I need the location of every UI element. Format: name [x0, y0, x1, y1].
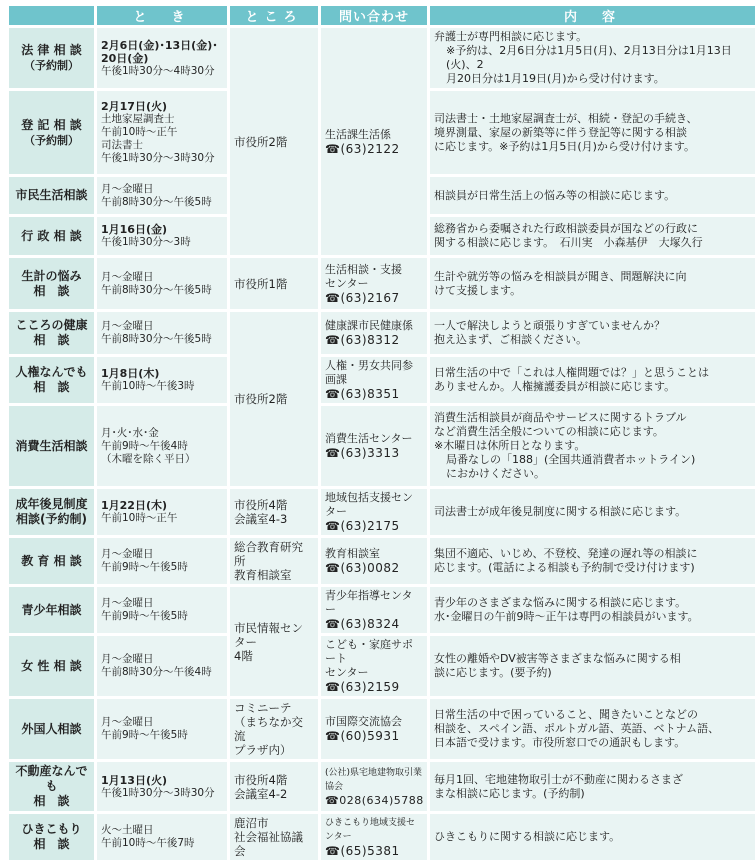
table-body [9, 28, 755, 860]
time-cell: 月～金曜日 午前9時～午後5時 [97, 538, 227, 584]
contact-cell: (公社)県宅地建物取引業協会 ☎028(634)5788 [321, 762, 427, 811]
place-cell: 市民情報センター 4階 [230, 587, 318, 696]
category-cell: 外国人相談 [9, 699, 94, 759]
table-row [9, 258, 755, 309]
description-cell: 日常生活の中で困っていること、聞きたいことなどの 相談を、スペイン語、ポルトガル語、英語、ベトナム語、 日本語で受けます。市役所窓口での通訳もします。 [430, 699, 755, 759]
description-cell: 司法書士が成年後見制度に関する相談に応じます。 [430, 489, 755, 535]
category-cell: 成年後見制度 相談(予約制) [9, 489, 94, 535]
place-cell: 市役所1階 [230, 258, 318, 309]
description-cell: 集団不適応、いじめ、不登校、発達の遅れ等の相談に 応じます。(電話による相談も予約制で受け付けます) [430, 538, 755, 584]
description-cell: 青少年のさまざまな悩みに関する相談に応じます。 水･金曜日の午前9時～正午は専門の相談員がいます。 [430, 587, 755, 633]
contact-cell: 消費生活センター ☎(63)3313 [321, 406, 427, 486]
contact-cell: 人権・男女共同参画課 ☎(63)8351 [321, 357, 427, 403]
description-cell: 日常生活の中で「これは人権問題では？」と思うことは ありませんか。人権擁護委員が相談に応じます。 [430, 357, 755, 403]
place-cell: 市役所2階 [230, 28, 318, 255]
description-cell: 毎月1回、宅地建物取引士が不動産に関わるさまざ まな相談に応じます。(予約制) [430, 762, 755, 811]
place-cell: コミニーテ （まちなか交流 プラザ内） [230, 699, 318, 759]
consultation-table [6, 3, 755, 863]
table-row [9, 636, 755, 696]
category-cell: 市民生活相談 [9, 177, 94, 214]
header-contact: 問い合わせ [321, 6, 427, 25]
contact-cell: 生活相談・支援 センター ☎(63)2167 [321, 258, 427, 309]
table-header-row [9, 6, 755, 25]
description-cell: 弁護士が専門相談に応じます。 ※予約は、2月6日分は1月5日(月)、2月13日分は1月13日(火)、2 月20日分は1月19日(月)から受け付けます。 [430, 28, 755, 88]
time-cell: 1月22日(木) 午前10時～正午 [97, 489, 227, 535]
place-cell: 総合教育研究所 教育相談室 [230, 538, 318, 584]
table-row [9, 357, 755, 403]
time-cell: 火～土曜日 午前10時～午後7時 [97, 814, 227, 860]
header-category [9, 6, 94, 25]
header-time: と き [97, 6, 227, 25]
place-cell: 市役所4階 会議室4-2 [230, 762, 318, 811]
category-cell: こころの健康 相 談 [9, 312, 94, 354]
category-cell: 青少年相談 [9, 587, 94, 633]
contact-cell: 地域包括支援センター ☎(63)2175 [321, 489, 427, 535]
time-cell: 月～金曜日 午前9時～午後5時 [97, 699, 227, 759]
description-cell: 女性の離婚やDV被害等さまざまな悩みに関する相 談に応じます。(要予約) [430, 636, 755, 696]
category-cell: 行 政 相 談 [9, 217, 94, 255]
contact-cell: 市国際交流協会 ☎(60)5931 [321, 699, 427, 759]
description-cell: ひきこもりに関する相談に応じます。 [430, 814, 755, 860]
category-cell: 人権なんでも 相 談 [9, 357, 94, 403]
place-cell: 市役所4階 会議室4-3 [230, 489, 318, 535]
table-row [9, 762, 755, 811]
time-cell: 月～金曜日 午前8時30分～午後5時 [97, 177, 227, 214]
time-cell: 月～金曜日 午前8時30分～午後5時 [97, 258, 227, 309]
header-place: ところ [230, 6, 318, 25]
description-cell: 一人で解決しようと頑張りすぎていませんか？ 抱え込まず、ご相談ください。 [430, 312, 755, 354]
table-row [9, 28, 755, 88]
description-cell: 消費生活相談員が商品やサービスに関するトラブル など消費生活全般についての相談に応じます。 ※木曜日は休所日となります。 局番なしの「188」(全国共通消費者ホットライン) におかけください。 [430, 406, 755, 486]
category-cell: 消費生活相談 [9, 406, 94, 486]
time-cell: 月～金曜日 午前9時～午後5時 [97, 587, 227, 633]
description-cell: 相談員が日常生活上の悩み等の相談に応じます。 [430, 177, 755, 214]
time-cell: 月～金曜日 午前8時30分～午後5時 [97, 312, 227, 354]
place-cell: 市役所2階 [230, 312, 318, 486]
time-cell: 月･火･水･金 午前9時～午後4時 （木曜を除く平日） [97, 406, 227, 486]
category-cell: 生計の悩み 相 談 [9, 258, 94, 309]
table-row [9, 587, 755, 633]
contact-cell: こども・家庭サポート センター ☎(63)2159 [321, 636, 427, 696]
contact-cell: 健康課市民健康係 ☎(63)8312 [321, 312, 427, 354]
table-row [9, 814, 755, 860]
description-cell: 司法書士・土地家屋調査士が、相続・登記の手続き、 境界測量、家屋の新築等に伴う登記等に関する相談 に応じます。※予約は1月5日(月)から受け付けます。 [430, 91, 755, 174]
table-row [9, 312, 755, 354]
category-cell: 不動産なんでも 相 談 [9, 762, 94, 811]
table-row [9, 538, 755, 584]
contact-cell: 青少年指導センター ☎(63)8324 [321, 587, 427, 633]
category-cell: 登 記 相 談 （予約制） [9, 91, 94, 174]
time-cell: 1月13日(火) 午後1時30分～3時30分 [97, 762, 227, 811]
table-row [9, 699, 755, 759]
contact-cell: 生活課生活係 ☎(63)2122 [321, 28, 427, 255]
table-row [9, 489, 755, 535]
time-cell: 1月8日(木) 午前10時～午後3時 [97, 357, 227, 403]
table-row [9, 406, 755, 486]
time-cell: 2月6日(金)･13日(金)･ 20日(金) 午後1時30分～4時30分 [97, 28, 227, 88]
place-cell: 鹿沼市 社会福祉協議会 [230, 814, 318, 860]
time-cell: 2月17日(火) 土地家屋調査士 午前10時～正午 司法書士 午後1時30分～3時30分 [97, 91, 227, 174]
description-cell: 生計や就労等の悩みを相談員が聞き、問題解決に向 けて支援します。 [430, 258, 755, 309]
category-cell: 法 律 相 談 （予約制） [9, 28, 94, 88]
time-cell: 月～金曜日 午前8時30分～午後4時 [97, 636, 227, 696]
category-cell: ひきこもり 相 談 [9, 814, 94, 860]
category-cell: 教 育 相 談 [9, 538, 94, 584]
description-cell: 総務省から委嘱された行政相談委員が国などの行政に 関する相談に応じます。 石川実 小森基伊 大塚久行 [430, 217, 755, 255]
contact-cell: 教育相談室 ☎(63)0082 [321, 538, 427, 584]
header-content: 内 容 [430, 6, 755, 25]
contact-cell: ひきこもり地域支援センター ☎(65)5381 [321, 814, 427, 860]
category-cell: 女 性 相 談 [9, 636, 94, 696]
time-cell: 1月16日(金) 午後1時30分～3時 [97, 217, 227, 255]
